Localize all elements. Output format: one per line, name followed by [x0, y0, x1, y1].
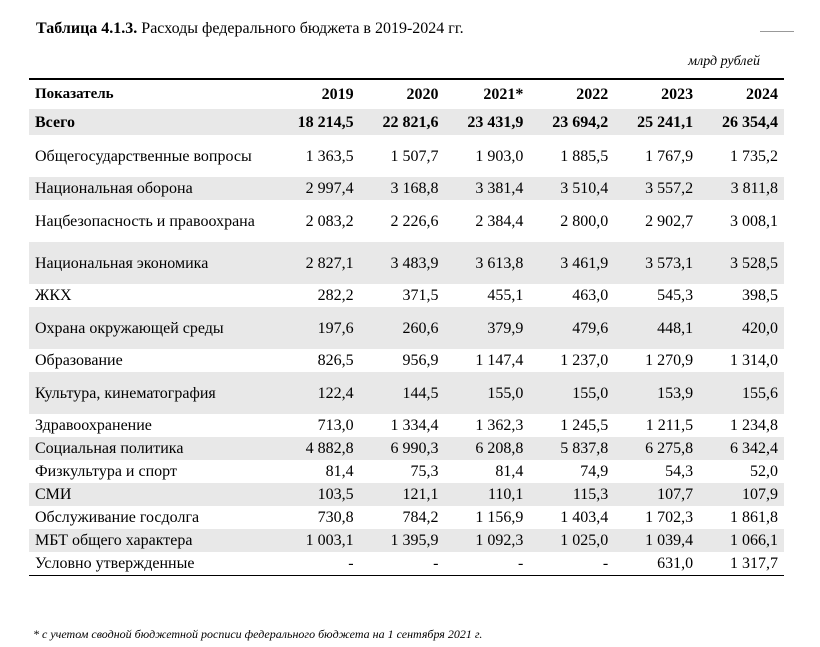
table-row: [29, 242, 784, 284]
value-cell: -: [433, 555, 439, 572]
value-cell: 260,6: [402, 319, 439, 337]
value-cell: 110,1: [487, 486, 524, 503]
value-cell: 1 334,4: [390, 417, 439, 434]
table-row: [29, 307, 784, 349]
row-indicator-name: ЖКХ: [35, 287, 72, 304]
value-cell: 153,9: [657, 384, 694, 402]
value-cell: 122,4: [317, 384, 354, 402]
table-row: [29, 506, 784, 529]
value-cell: 75,3: [410, 463, 439, 480]
value-cell: 3 528,5: [730, 254, 778, 272]
value-cell: 22 821,6: [382, 113, 439, 131]
value-cell: 6 208,8: [475, 440, 524, 457]
value-cell: 420,0: [742, 319, 778, 337]
value-cell: 81,4: [325, 463, 354, 480]
value-cell: 144,5: [402, 384, 439, 402]
value-cell: 379,9: [487, 319, 524, 337]
value-cell: 2 997,4: [305, 180, 354, 197]
row-indicator-name: Образование: [35, 352, 123, 369]
value-cell: 2 226,6: [390, 212, 439, 230]
value-cell: 2 384,4: [475, 212, 524, 230]
value-cell: 18 214,5: [297, 113, 354, 131]
row-indicator-name: МБТ общего характера: [35, 532, 193, 549]
value-cell: 1 147,4: [475, 352, 524, 369]
row-indicator-name: Физкультура и спорт: [35, 463, 177, 480]
value-cell: 2 902,7: [645, 212, 694, 230]
value-cell: 1 066,1: [730, 532, 778, 549]
row-indicator-name: Нацбезопасность и правоохрана: [35, 212, 255, 230]
value-cell: 103,5: [317, 486, 354, 503]
value-cell: 1 735,2: [730, 147, 778, 165]
value-cell: 1 039,4: [645, 532, 694, 549]
value-cell: 1 702,3: [645, 509, 694, 526]
row-indicator-name: Национальная экономика: [35, 254, 209, 272]
value-cell: 52,0: [750, 463, 778, 480]
value-cell: 1 211,5: [645, 417, 694, 434]
row-indicator-name: СМИ: [35, 486, 72, 503]
value-cell: 1 395,9: [390, 532, 439, 549]
value-cell: 197,6: [317, 319, 354, 337]
row-indicator-name: Условно утвержденные: [35, 555, 195, 572]
value-cell: 3 811,8: [730, 180, 778, 197]
value-cell: 3 613,8: [475, 254, 524, 272]
value-cell: 107,9: [742, 486, 778, 503]
value-cell: 956,9: [402, 352, 439, 369]
column-header-year: 2024: [746, 85, 778, 103]
value-cell: 3 573,1: [645, 254, 694, 272]
value-cell: 1 092,3: [475, 532, 524, 549]
value-cell: 398,5: [742, 287, 778, 304]
value-cell: 1 245,5: [560, 417, 609, 434]
value-cell: 826,5: [317, 352, 354, 369]
value-cell: 1 362,3: [475, 417, 524, 434]
value-cell: -: [602, 555, 609, 572]
value-cell: 107,7: [657, 486, 694, 503]
value-cell: 730,8: [317, 509, 354, 526]
value-cell: 54,3: [665, 463, 694, 480]
value-cell: 74,9: [580, 463, 609, 480]
column-header-year: 2022: [576, 85, 609, 103]
value-cell: -: [518, 555, 524, 572]
table-row: [29, 372, 784, 414]
value-cell: -: [348, 555, 354, 572]
value-cell: 455,1: [487, 287, 524, 304]
value-cell: 121,1: [402, 486, 439, 503]
value-cell: 6 990,3: [390, 440, 439, 457]
value-cell: 545,3: [657, 287, 694, 304]
caption-text: Расходы федерального бюджета в 2019-2024 гг.: [137, 20, 464, 37]
value-cell: 1 767,9: [645, 147, 694, 165]
value-cell: 282,2: [317, 287, 354, 304]
value-cell: 5 837,8: [560, 440, 609, 457]
value-cell: 155,0: [572, 384, 609, 402]
table-body: [29, 109, 784, 576]
table-caption: [36, 20, 464, 38]
value-cell: 26 354,4: [722, 113, 778, 131]
value-cell: 1 237,0: [560, 352, 609, 369]
value-cell: 1 003,1: [305, 532, 354, 549]
row-indicator-name: Социальная политика: [35, 440, 184, 457]
value-cell: 3 168,8: [390, 180, 439, 197]
value-cell: 3 461,9: [560, 254, 609, 272]
value-cell: 1 507,7: [390, 147, 439, 165]
row-indicator-name: Здравоохранение: [35, 417, 152, 434]
value-cell: 155,0: [487, 384, 524, 402]
row-indicator-name: Национальная оборона: [35, 180, 193, 197]
value-cell: 6 342,4: [730, 440, 778, 457]
table-row: [29, 552, 784, 576]
table-row: [29, 349, 784, 372]
unit-label: млрд рублей: [688, 54, 760, 69]
table-row: [29, 200, 784, 242]
value-cell: 1 025,0: [560, 532, 609, 549]
table-header-row: [29, 79, 784, 109]
row-indicator-name: Общегосударственные вопросы: [35, 147, 252, 165]
value-cell: 1 317,7: [730, 555, 778, 572]
value-cell: 2 083,2: [305, 212, 354, 230]
caption-label: Таблица 4.1.3.: [36, 20, 138, 37]
table-row: [29, 135, 784, 177]
table-row: [29, 460, 784, 483]
value-cell: 1 903,0: [475, 147, 524, 165]
value-cell: 4 882,8: [305, 440, 354, 457]
column-header-year: 2019: [321, 85, 354, 103]
value-cell: 6 275,8: [645, 440, 694, 457]
table-row-total: [29, 109, 784, 135]
table-row: [29, 529, 784, 552]
value-cell: 23 694,2: [552, 113, 609, 131]
value-cell: 3 381,4: [475, 180, 524, 197]
value-cell: 81,4: [495, 463, 524, 480]
value-cell: 3 557,2: [645, 180, 694, 197]
value-cell: 3 510,4: [560, 180, 609, 197]
value-cell: 3 483,9: [390, 254, 439, 272]
table-row: [29, 483, 784, 506]
column-header-year: 2023: [661, 85, 694, 103]
value-cell: 479,6: [572, 319, 609, 337]
value-cell: 3 008,1: [730, 212, 778, 230]
value-cell: 1 156,9: [475, 509, 524, 526]
table-row: [29, 284, 784, 307]
column-header-year: 2020: [406, 85, 439, 103]
column-header-year: 2021*: [483, 85, 524, 103]
table-row: [29, 177, 784, 200]
value-cell: 2 800,0: [560, 212, 609, 230]
value-cell: 371,5: [402, 287, 439, 304]
row-indicator-name: Охрана окружающей среды: [35, 319, 224, 337]
row-indicator-name: Всего: [35, 113, 75, 131]
decorative-rule: [760, 31, 794, 32]
value-cell: 1 270,9: [645, 352, 694, 369]
value-cell: 1 885,5: [560, 147, 609, 165]
value-cell: 1 403,4: [560, 509, 609, 526]
value-cell: 784,2: [402, 509, 439, 526]
table-row: [29, 437, 784, 460]
value-cell: 2 827,1: [305, 254, 354, 272]
value-cell: 115,3: [572, 486, 609, 503]
table-row: [29, 414, 784, 437]
value-cell: 23 431,9: [467, 113, 524, 131]
value-cell: 463,0: [572, 287, 609, 304]
value-cell: 631,0: [657, 555, 694, 572]
value-cell: 25 241,1: [637, 113, 694, 131]
value-cell: 713,0: [317, 417, 354, 434]
value-cell: 1 234,8: [730, 417, 778, 434]
value-cell: 1 861,8: [730, 509, 778, 526]
footnote: * с учетом сводной бюджетной росписи федерального бюджета на 1 сентября 2021 г.: [33, 627, 483, 641]
budget-table: [29, 78, 784, 576]
value-cell: 155,6: [742, 384, 778, 402]
row-indicator-name: Обслуживание госдолга: [35, 509, 200, 526]
value-cell: 1 314,0: [730, 352, 778, 369]
column-header-indicator: Показатель: [35, 86, 114, 102]
value-cell: 1 363,5: [305, 147, 354, 165]
row-indicator-name: Культура, кинематография: [35, 384, 216, 402]
value-cell: 448,1: [657, 319, 694, 337]
